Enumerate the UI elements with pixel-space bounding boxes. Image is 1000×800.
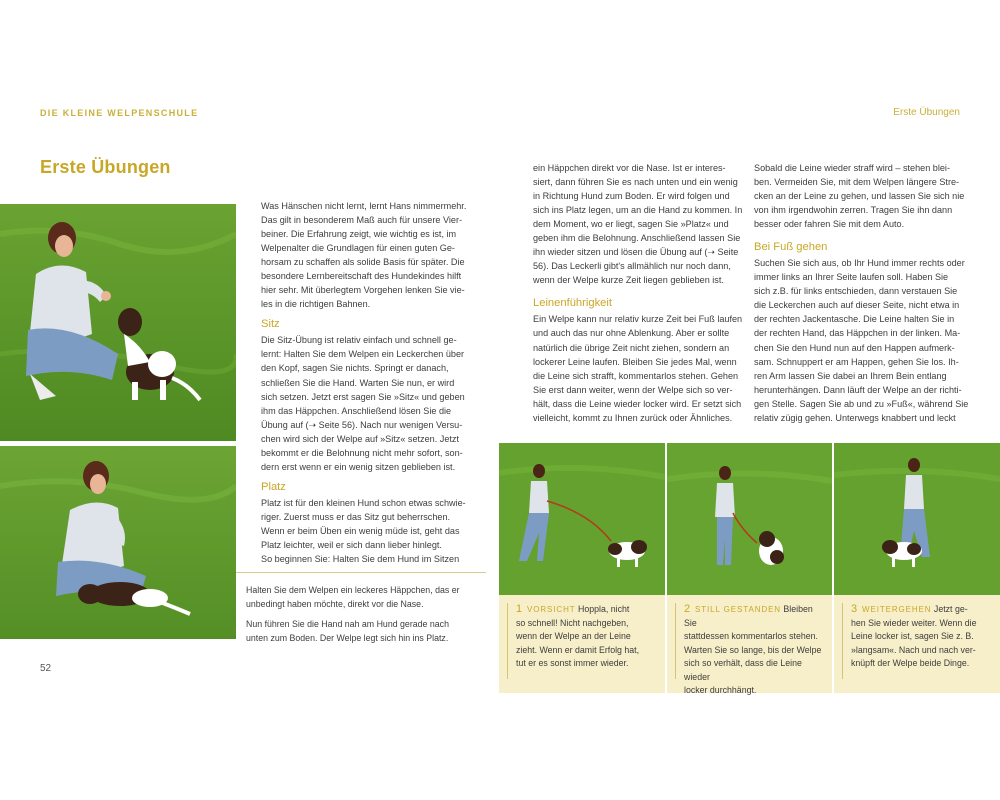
text-line: Das gilt in besonderem Maß auch für unsere Vier- [261,215,462,226]
text-line: sich so verhält, dass die Leine wieder [684,658,802,682]
text-line: die Leine sich strafft, kommentarlos stehen. Gehen [533,370,739,381]
text-line: siert, dann führen Sie es nach unten und ein wenig [533,177,738,188]
running-head-left: DIE KLEINE WELPENSCHULE [40,108,199,118]
subheading-leinenfuehrigkeit: Leinenführigkeit [533,297,612,310]
text-line: hen Sie wieder weiter. Wenn die [851,617,977,628]
platz-paragraph [261,496,486,566]
text-line: hier sehr. Mit überlegtem Vorgehen lenken Sie vie- [261,285,465,296]
text-line: Leine locker ist, sagen Sie z. B. [851,631,974,641]
text-line: chen wird sich der Welpe auf »Sitz« setzen. Jetzt [261,433,459,444]
text-line: natürlich die übrige Zeit nicht ziehen, sondern an [533,342,730,353]
running-head-right: Erste Übungen [893,107,960,118]
intro-paragraph [261,199,486,311]
photo-captions [246,584,486,652]
text-line: zieht. Wenn er damit Erfolg hat, [516,644,640,655]
text-line: Warten Sie so lange, bis der Welpe [684,644,822,655]
page-number: 52 [40,663,52,674]
text-line: schließen Sie die Hand. Warten Sie nun, er wird [261,377,455,388]
text-line: Suchen Sie sich aus, ob Ihr Hund immer rechts oder [754,258,965,269]
photo-step-2 [667,443,832,595]
subheading-bei-fuss: Bei Fuß gehen [754,241,828,254]
photo-step-3 [834,443,1000,595]
text-line: Welpenalter die Grundlagen für einen guten Ge- [261,243,455,254]
photo-sitz-training [0,204,236,441]
photo-step-1 [499,443,665,595]
caption-2: Nun führen Sie die Hand nah am Hund gerade nach unten zum Boden. Der Welpe legt sich hin ins Platz. [246,619,449,643]
text-line: Was Hänschen nicht lernt, lernt Hans nimmermehr. [261,201,467,211]
text-line: Ein Welpe kann nur relativ kurze Zeit bei Fuß laufen [533,314,743,325]
text-line: riger. Zuerst muss er das Sitz gut beherrschen. [261,511,451,522]
step-number: 1 [516,603,523,615]
text-line: dern erst wenn er ein wenig sitzen geblieben ist. [261,461,456,472]
text-line: relativ zügig gehen. Unterwegs knabbert und leckt [754,412,956,423]
text-line: Bleiben Sie [684,604,813,628]
text-line: ihm das Häppchen. Anschließend lösen Sie die [261,405,452,416]
text-line: den Kopf, sagen Sie nichts. Springt er danach, [261,363,449,374]
text-line: ein Häppchen direkt vor die Nase. Ist er interes- [533,163,726,173]
text-line: ihn wieder sitzen und lösen die Übung auf (➝ Seite [533,247,739,258]
column-2-text [533,161,748,425]
step-keyword: VORSICHT [527,605,576,614]
text-line: chen Sie den Hund nun auf den Happen aufmerk- [754,342,955,353]
text-line: hält, dass die Leine wieder locker wird. Er setzt sich [533,398,742,409]
text-line: lernt: Halten Sie dem Welpen ein Leckerchen über [261,349,465,360]
text-line: So beginnen Sie: Halten Sie dem Hund im Sitzen [261,554,460,565]
text-line: immer links an Ihrer Seite laufen soll. Haben Sie [754,272,949,283]
text-line: horsam zu schaffen als solide Basis für später. Die [261,257,465,268]
text-line: besser oder fahren Sie mit dem Auto. [754,219,905,230]
text-line: ben. Vermeiden Sie, mit dem Welpen längere Stre- [754,177,960,188]
text-line: Übung auf (➝ Seite 56). Nach nur wenigen Versu- [261,419,463,430]
text-line: lockerer Leine laufen. Bleiben Sie jedes Mal, wenn [533,356,737,367]
text-line: les in die richtigen Bahnen. [261,299,371,310]
text-line: sich z.B. für links entschieden, dann verstauen Sie [754,286,958,297]
text-line: cken an der Leine zu gehen, und lassen Sie sich nie [754,191,965,202]
text-line: geben ihm die Belohnung. Anschließend lassen Sie [533,233,741,244]
sitz-paragraph [261,333,486,473]
caption-divider [236,572,486,573]
text-line: Hoppla, nicht [575,604,630,614]
text-line: von ihm irgendwohin zerren. Tragen Sie ihn dann [754,205,953,216]
text-line: besondere Lernbereitschaft des Hundekindes hilft [261,271,462,282]
text-line: dem Moment, wo er liegt, sagen Sie »Platz« und [533,219,729,230]
text-line: der rechten Jackentasche. Die Leine halten Sie in [754,314,955,325]
text-line: Platz ist für den kleinen Hund schon etwas schwie- [261,497,466,508]
text-line: Sie erst dann weiter, wenn der Welpe sich so ver- [533,384,733,395]
column-1-text [261,199,486,566]
subheading-platz: Platz [261,480,286,493]
step-number: 3 [851,603,858,615]
text-line: »langsam«. Nach und nach ver- [851,644,976,655]
text-line: ren Arm lassen Sie dabei an Ihrem Bein entlang [754,370,947,381]
text-line: sich setzen. Jetzt erst sagen Sie »Sitz« und geben [261,391,465,402]
text-line: so schnell! Nicht nachgeben, [516,617,629,628]
text-line: Die Sitz-Übung ist relativ einfach und schnell ge- [261,335,457,346]
step-caption-3 [834,595,1000,693]
step-keyword: STILL GESTANDEN [695,605,781,614]
text-line: locker durchhängt. [684,685,757,695]
photo-platz-training [0,446,236,639]
column-3-text [754,161,969,425]
caption-1: Halten Sie dem Welpen ein leckeres Häppchen, das er unbedingt haben möchte, direkt vor die Nase. [246,585,460,609]
step-caption-2 [667,595,832,693]
text-line: Platz leichter, weil er sich dann lieber hinlegt. [261,539,442,550]
text-line: in Richtung Hund zum Boden. Er wird folgen und [533,191,730,202]
text-line: sich ins Platz legen, um an die Hand zu kommen. In [533,205,743,216]
text-line: sam. Schnuppert er am Happen, gehen Sie los. Ih- [754,356,959,367]
text-line: der rechten Hand, das Häppchen in der linken. Ma- [754,328,961,339]
text-line: gen Stelle. Sagen Sie ab und zu »Fuß«, während Sie [754,398,969,409]
text-line: wenn der Welpe kurze Zeit liegen geblieben ist. [533,275,724,286]
text-line: Wenn er beim Üben ein wenig müde ist, geht das [261,525,460,536]
text-line: 56). Das Leckerli gibt's allmählich nur noch dann, [533,261,731,272]
step-keyword: WEITERGEHEN [862,605,932,614]
text-line: tut er es sonst immer wieder. [516,658,629,668]
text-line: Jetzt ge- [931,604,968,614]
subheading-sitz: Sitz [261,318,280,331]
page-title: Erste Übungen [40,157,171,177]
text-line: knüpft der Welpe beide Dinge. [851,658,970,668]
text-line: und auch das nur ohne Ablenkung. Aber er sollte [533,328,730,339]
text-line: vielleicht, kommt zu Ihnen zurück oder Ähnliches. [533,412,733,423]
text-line: wenn der Welpe an der Leine [516,631,631,641]
text-line: stattdessen kommentarlos stehen. [684,631,818,641]
text-line: herunterhängen. Dann läuft der Welpe an der richti- [754,384,962,395]
text-line: beiner. Die Erfahrung zeigt, wie wichtig es ist, im [261,229,457,240]
text-line: bekommt er die Belohnung nicht mehr sofort, son- [261,447,463,458]
step-caption-1 [499,595,665,693]
step-number: 2 [684,603,691,615]
text-line: Sobald die Leine wieder straff wird – stehen blei- [754,163,950,173]
text-line: die Leckerchen auch auf dieser Seite, nicht etwa in [754,300,960,311]
